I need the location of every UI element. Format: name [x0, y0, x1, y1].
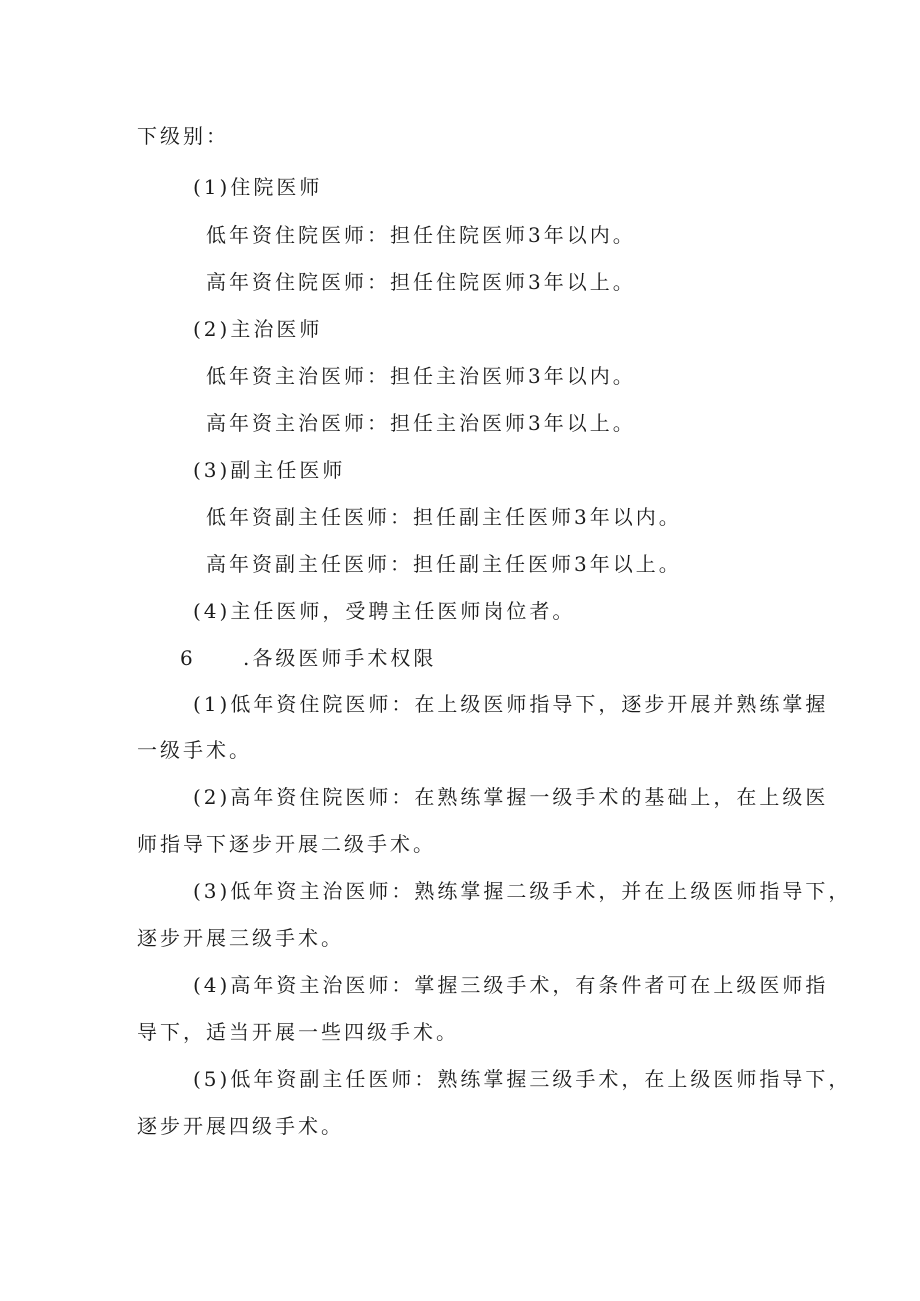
text-line: 导下，适当开展一些四级手术。 — [137, 1020, 459, 1044]
text-line: 逐步开展三级手术。 — [137, 926, 344, 950]
text-line: 一级手术。 — [137, 738, 252, 762]
text-line: (5)低年资副主任医师：熟练掌握三级手术，在上级医师指导下， — [193, 1067, 852, 1091]
text-line: 逐步开展四级手术。 — [137, 1114, 344, 1138]
text-line: 低年资主治医师：担任主治医师3年以内。 — [206, 364, 636, 388]
text-line: 低年资副主任医师：担任副主任医师3年以内。 — [206, 505, 682, 529]
text-line: 高年资主治医师：担任主治医师3年以上。 — [206, 411, 636, 435]
section-title: .各级医师手术权限 — [243, 646, 437, 670]
text-line: (4)高年资主治医师：掌握三级手术，有条件者可在上级医师指 — [193, 973, 829, 997]
text-line: 下级别： — [137, 124, 229, 148]
text-line: (3)副主任医师 — [193, 458, 346, 482]
text-line: 低年资住院医师：担任住院医师3年以内。 — [206, 223, 636, 247]
text-line: (2)主治医师 — [193, 317, 323, 341]
text-line: (1)低年资住院医师：在上级医师指导下，逐步开展并熟练掌握 — [193, 692, 829, 716]
text-line: 高年资住院医师：担任住院医师3年以上。 — [206, 270, 636, 294]
text-line: (4)主任医师，受聘主任医师岗位者。 — [193, 599, 576, 623]
text-line: (1)住院医师 — [193, 175, 323, 199]
text-line: 师指导下逐步开展二级手术。 — [137, 832, 436, 856]
text-line: (2)高年资住院医师：在熟练掌握一级手术的基础上，在上级医 — [193, 785, 829, 809]
text-line: 高年资副主任医师：担任副主任医师3年以上。 — [206, 552, 682, 576]
section-number: 6 — [180, 646, 193, 670]
text-line: (3)低年资主治医师：熟练掌握二级手术，并在上级医师指导下， — [193, 879, 852, 903]
